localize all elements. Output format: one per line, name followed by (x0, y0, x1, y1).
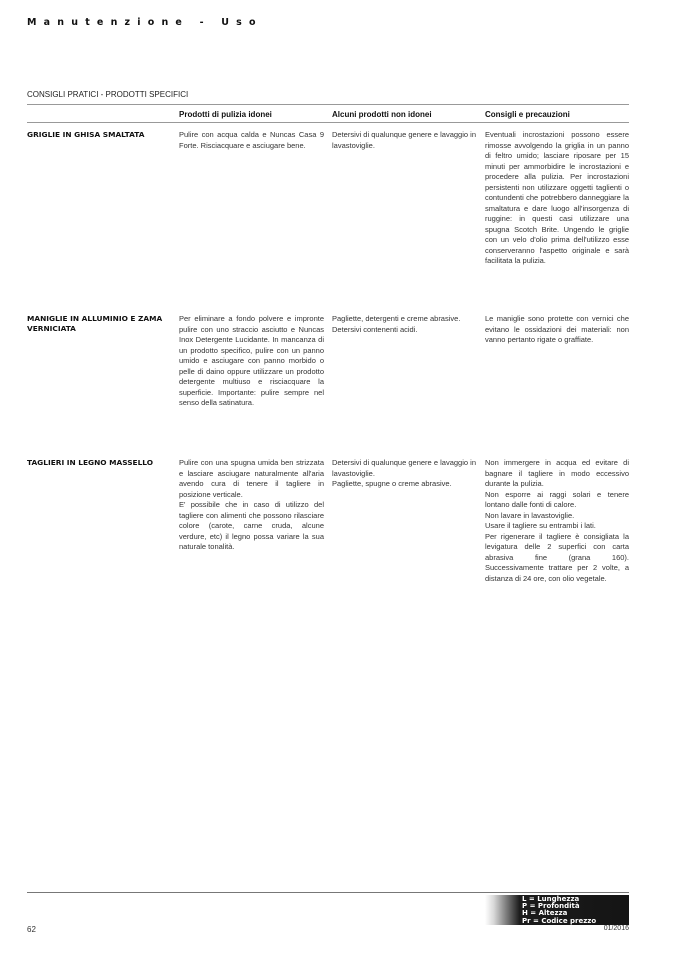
cell-unsuitable: Detersivi di qualunque genere e lavaggio in lavastoviglie. (332, 130, 476, 150)
section-title: CONSIGLI PRATICI - PRODOTTI SPECIFICI (27, 90, 189, 99)
cell-unsuitable: Detersivi di qualunque genere e lavaggio in lavastoviglie. Pagliette, spugne o creme abrasive. (332, 458, 476, 488)
cell-advice: Non immergere in acqua ed evitare di bagnare il tagliere in modo eccessivo durante la pulizia. Non esporre ai raggi solari e tenere lontano dalle fonti di calore. Non lavare in lavastoviglie. Usare il tagliere su entrambi i lati. Per rigenerare il tagliere è consigliata la levigatura delle 2 superfici con carta abrasiva fine (grana 160). Successivamente trattare per 2 volte, a distanza di 24 ore, con olio vegetale. (485, 458, 629, 583)
legend-item: Pr = Codice prezzo (522, 916, 597, 925)
legend-item: P = Profondità (522, 902, 580, 911)
cell-advice: Le maniglie sono protette con vernici che evitano le ossidazioni dei materiali: non vanno pertanto rigate o graffiate. (485, 314, 629, 344)
page-header-title: Manutenzione - Uso (27, 17, 263, 28)
cell-suitable: Pulire con acqua calda e Nuncas Casa 9 Forte. Risciacquare e asciugare bene. (179, 130, 324, 150)
table-header-divider (27, 122, 629, 123)
legend-item: L = Lunghezza (522, 895, 580, 903)
page-number: 62 (27, 925, 36, 934)
dimension-legend (485, 895, 629, 925)
cell-suitable: Pulire con una spugna umida ben strizzata e lasciare asciugare naturalmente all'aria avendo cura di tenere il tagliere in posizione verticale. E' possibile che in caso di utilizzo del tagliere con alimenti che possono rilasciare colore (carote, carne cruda, alcune verdure, etc) il legno possa variare la sua naturale tonalità. (179, 458, 324, 551)
row-label: GRIGLIE IN GHISA SMALTATA (27, 130, 145, 139)
row-label: MANIGLIE IN ALLUMINIO E ZAMA VERNICIATA (27, 314, 163, 333)
column-header-advice: Consigli e precauzioni (485, 110, 570, 119)
cell-unsuitable: Pagliette, detergenti e creme abrasive. Detersivi contenenti acidi. (332, 314, 461, 334)
footer-divider (27, 892, 629, 893)
row-label: TAGLIERI IN LEGNO MASSELLO (27, 458, 154, 467)
cell-advice: Eventuali incrostazioni possono essere rimosse avvolgendo la griglia in un panno di feltro umido; lasciare riposare per 15 minuti per ammorbidire le incrostazioni e procedere alla pulizia. Per incrostazioni persistenti non utilizzare oggetti taglienti o contundenti che potrebbero danneggiare la smaltatura e dare luogo all'insorgenza di ruggine: in questi casi utilizzare una spugna Scotch Brite. Ungendo le griglie con un velo d'olio prima dell'utilizzo esse conserveranno l'aspetto originale e sarà facilitata la pulizia. (485, 130, 629, 265)
page-date: 01/2016 (603, 925, 629, 932)
column-header-suitable: Prodotti di pulizia idonei (179, 110, 272, 119)
column-header-unsuitable: Alcuni prodotti non idonei (332, 110, 432, 119)
section-divider (27, 104, 629, 105)
cell-suitable: Per eliminare a fondo polvere e impronte pulire con uno straccio asciutto e Nuncas Inox Detergente Lucidante. In mancanza di un prodotto specifico, pulire con un panno umido e asciugare con panno morbido o pelle di daino oppure utilizzare un prodotto detergente multiuso e risciacquare la superficie. Importante: pulire sempre nel senso della satinatura. (179, 314, 324, 407)
legend-item: H = Altezza (522, 909, 568, 918)
